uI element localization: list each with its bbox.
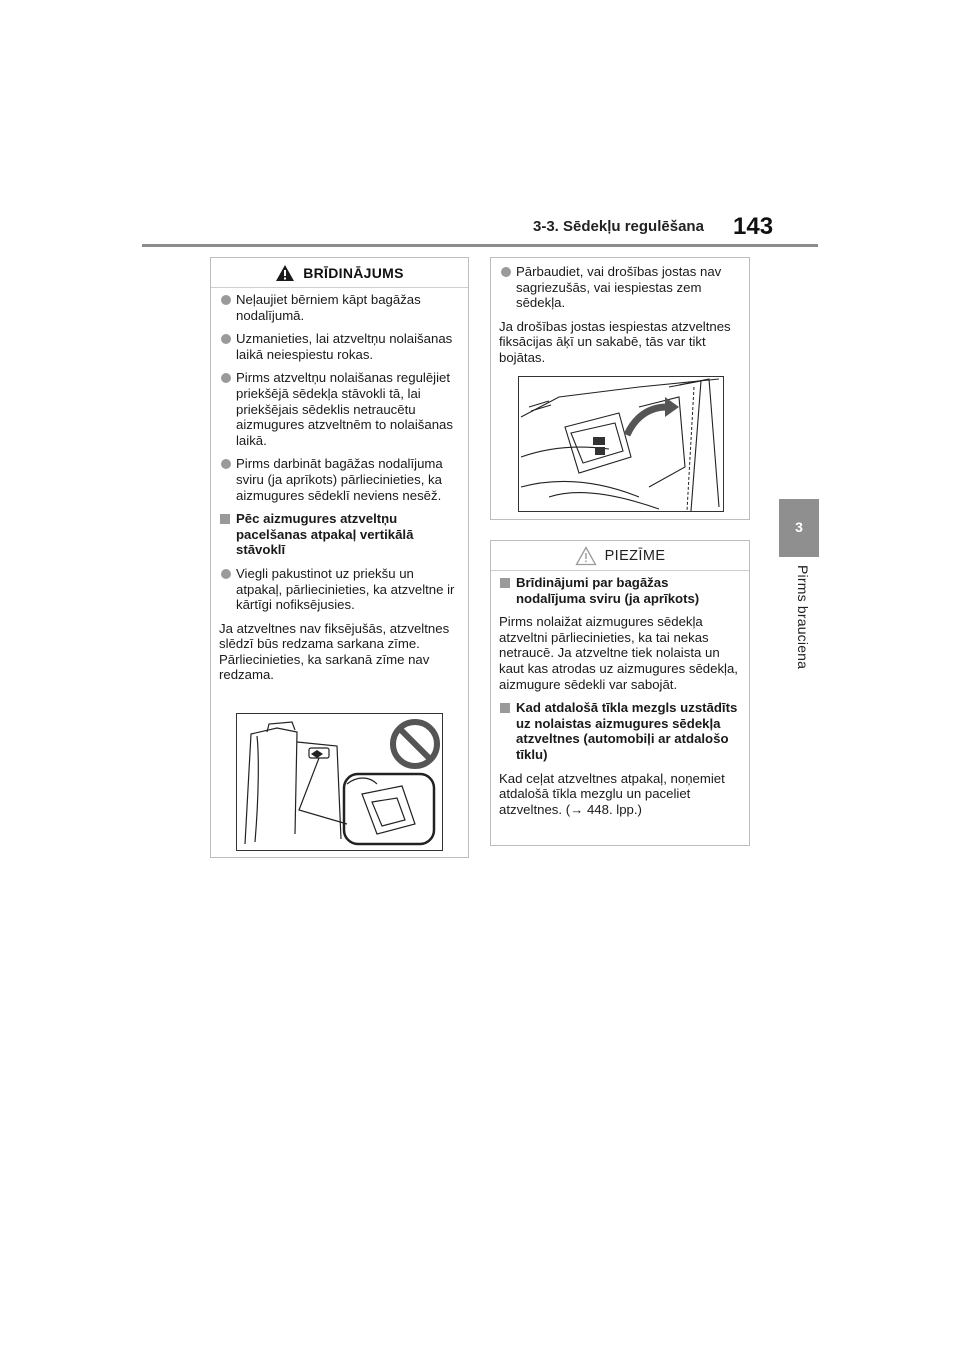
note-subheading: Brīdinājumi par bagāžas nodalījuma sviru (ja aprīkots): [499, 575, 741, 606]
warning-title: BRĪDINĀJUMS: [303, 264, 404, 281]
warning-item: Uzmanieties, lai atzveltņu nolaišanas laikā neiespiestu rokas.: [219, 331, 460, 362]
note-paragraph: Kad ceļat atzveltnes atpakaļ, noņemiet atdalošā tīkla mezglu un paceliet atzveltnes. (→ 448. lpp.): [499, 770, 725, 817]
seatback-latch-drawing: [237, 714, 442, 850]
warning-item: Pirms atzveltņu nolaišanas regulējiet priekšējā sēdekļa stāvokli tā, lai priekšējais sēdeklis netraucētu aizmugures atzveltnēm to nolaišanas laikā.: [219, 370, 460, 448]
note-header: [491, 541, 749, 571]
warning-paragraph: Ja atzveltnes nav fiksējušās, atzveltnes slēdzī būs redzama sarkana zīme. Pārliecinieties, ka sarkanā zīme nav redzama.: [219, 620, 450, 683]
warning-continued-box: [490, 257, 750, 520]
chapter-tab: [779, 499, 819, 557]
warning-subheading: Pēc aizmugures atzveltņu pacelšanas atpakaļ vertikālā stāvoklī: [219, 511, 460, 558]
caution-triangle-icon: [575, 546, 597, 566]
warning-triangle-icon: [275, 264, 295, 282]
warning-item: Pārbaudiet, vai drošības jostas nav sagriezušās, vai iespiestas zem sēdekļa.: [499, 264, 741, 311]
warning-paragraph: Ja drošības jostas iespiestas atzveltnes fiksācijas āķī un sakabē, tās var tikt bojātas.: [499, 318, 731, 365]
note-subheading: Kad atdalošā tīkla mezgls uzstādīts uz nolaistas aizmugures sēdekļa atzveltnes (automobiļi ar atdalošo tīklu): [499, 700, 741, 762]
chapter-number: 3: [795, 519, 803, 535]
note-box: [490, 540, 750, 846]
chapter-label: Pirms brauciena: [795, 565, 811, 670]
seatbelt-latch-illustration: [518, 376, 724, 512]
warning-item: Pirms darbināt bagāžas nodalījuma sviru (ja aprīkots) pārliecinieties, ka aizmugures sēdeklī neviens nesēž.: [219, 456, 460, 503]
warning-box: [210, 257, 469, 858]
note-title: PIEZĪME: [604, 547, 666, 564]
header-divider: [142, 244, 818, 247]
warning-item: Neļaujiet bērniem kāpt bagāžas nodalījumā.: [219, 292, 460, 323]
page-number: 143: [733, 213, 774, 240]
section-title: 3-3. Sēdekļu regulēšana: [533, 218, 704, 235]
note-paragraph: Pirms nolaižat aizmugures sēdekļa atzveltni pārliecinieties, ka tai nekas netraucē. Ja atzveltne tiek nolaista un kaut kas atrodas uz aizmugures sēdekļa, aizmugure sēdekli var sabojāt.: [499, 614, 738, 692]
prohibition-icon: [393, 722, 437, 766]
seatback-latch-illustration: [236, 713, 443, 851]
warning-header: [211, 258, 468, 288]
warning-item: Viegli pakustinot uz priekšu un atpakaļ, pārliecinieties, ka atzveltne ir kārtīgi nofiksējusies.: [219, 566, 460, 613]
seatbelt-latch-drawing: [519, 377, 723, 511]
